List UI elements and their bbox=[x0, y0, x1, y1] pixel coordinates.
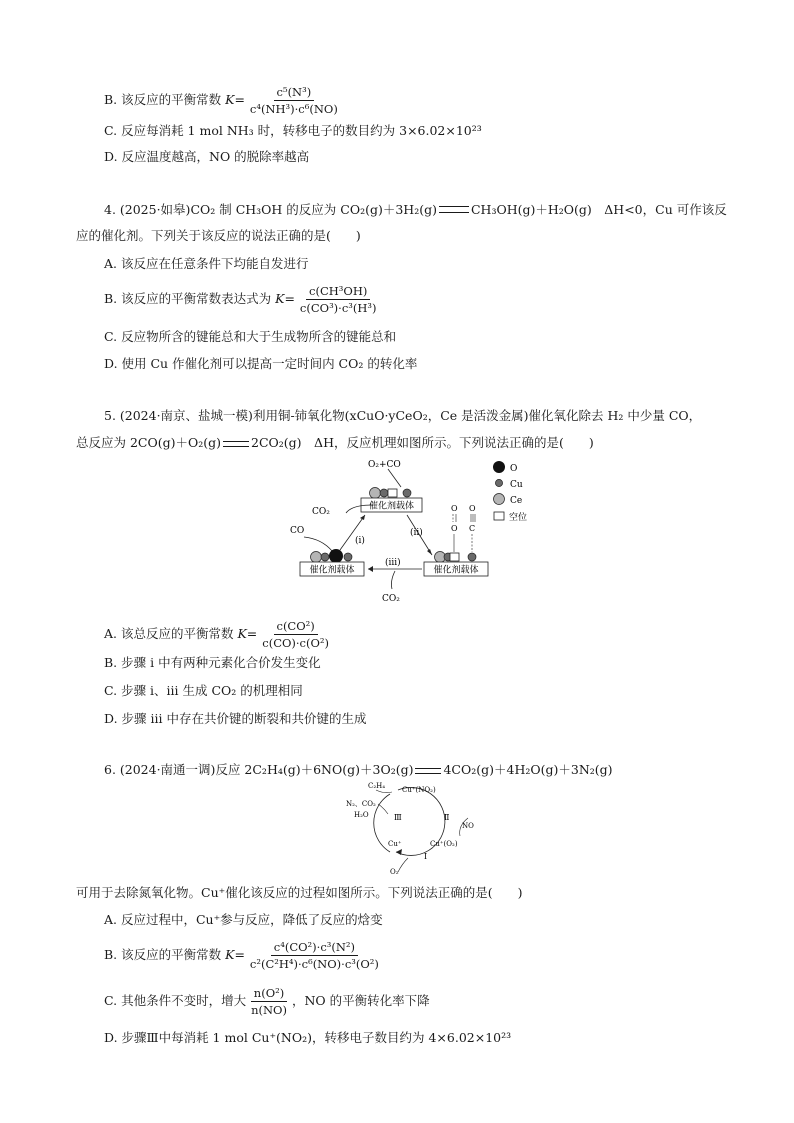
equals-arrow-icon bbox=[223, 441, 249, 447]
label-step-iii: (iii) bbox=[385, 558, 401, 568]
q5-stem-line2: 总反应为 2CO(g)＋O₂(g) 2CO₂(g) ΔH，反应机理如图所示。下列说法正确的是( ) bbox=[76, 435, 594, 450]
label-h2o: H₂O bbox=[354, 811, 369, 819]
q6-stem-line1: 6. (2024·南通一调)反应 2C₂H₄(g)＋6NO(g)＋3O₂(g) 4CO₂(g)＋4H₂O(g)＋3N₂(g) bbox=[104, 762, 613, 777]
label-co: CO bbox=[290, 526, 305, 536]
label-c-bound: C bbox=[469, 524, 476, 533]
legend-cu-label: Cu bbox=[510, 480, 523, 490]
label-no: NO bbox=[462, 822, 474, 830]
label-co2-top: CO₂ bbox=[312, 507, 330, 517]
label-o-top: O bbox=[469, 504, 476, 513]
carrier-label: 催化剂载体 bbox=[309, 565, 355, 576]
carrier-label: 催化剂载体 bbox=[368, 501, 415, 512]
label-step-1: Ⅰ bbox=[424, 852, 428, 861]
label-o2-co: O₂+CO bbox=[368, 460, 401, 470]
q4-stem-line2: 应的催化剂。下列关于该反应的说法正确的是( ) bbox=[76, 228, 361, 243]
legend-cu-icon bbox=[495, 479, 502, 486]
q6-option-a[interactable]: A. 反应过程中，Cu⁺参与反应，降低了反应的焓变 bbox=[104, 912, 383, 927]
label-o-top: O bbox=[451, 504, 458, 513]
label-step-ii: (ii) bbox=[410, 528, 423, 538]
q3-option-d[interactable]: D. 反应温度越高，NO 的脱除率越高 bbox=[104, 149, 310, 164]
q4-option-d[interactable]: D. 使用 Cu 作催化剂可以提高一定时间内 CO₂ 的转化率 bbox=[104, 356, 418, 371]
label-n2-co2: N₂、CO₂ bbox=[346, 800, 376, 808]
cu-atom bbox=[380, 489, 388, 497]
cu-atom bbox=[403, 489, 411, 497]
q3-option-c[interactable]: C. 反应每消耗 1 mol NH₃ 时，转移电子的数目约为 3×6.02×10²³ bbox=[104, 123, 482, 138]
q6-option-b[interactable]: B. 该反应的平衡常数 K= $\frac{\text{c⁴(CO²)·c³(N²)}}{\text{c²(C²H⁴)·c⁶(NO)·c³(O²)}}$ bbox=[104, 940, 384, 971]
q4-option-a[interactable]: A. 该反应在任意条件下均能自发进行 bbox=[104, 256, 309, 271]
label-cu-o2: Cu⁺(O₂) bbox=[430, 840, 458, 848]
ce-atom bbox=[311, 552, 322, 563]
carrier-label: 催化剂载体 bbox=[433, 565, 479, 576]
q5-option-c[interactable]: C. 步骤 i、iii 生成 CO₂ 的机理相同 bbox=[104, 683, 303, 698]
q6-catalytic-cycle-diagram bbox=[340, 780, 490, 878]
q4-option-c[interactable]: C. 反应物所含的键能总和大于生成物所含的键能总和 bbox=[104, 329, 397, 344]
label-step-i: (i) bbox=[355, 536, 365, 546]
vacancy-icon bbox=[388, 489, 397, 497]
label-o2: O₂ bbox=[390, 868, 399, 876]
arrow-o2co bbox=[388, 469, 401, 487]
cu-atom bbox=[321, 553, 329, 561]
q5-option-a-fraction: $\frac{\text{c(CO²)}}{\text{c(CO)·c(O²)}}$ bbox=[262, 619, 330, 650]
label-c2h4: C₂H₄ bbox=[368, 782, 386, 790]
q6-option-c-fraction: $\frac{\text{n(O²)}}{n(NO)}$ bbox=[251, 986, 287, 1017]
legend-vacancy-icon bbox=[494, 512, 504, 520]
q5-option-d[interactable]: D. 步骤 iii 中存在共价键的断裂和共价键的生成 bbox=[104, 711, 367, 726]
label-co2-bottom: CO₂ bbox=[382, 594, 400, 604]
legend-ce-icon bbox=[494, 494, 505, 505]
arrow-co-in bbox=[304, 537, 332, 551]
legend-o-icon bbox=[493, 461, 505, 473]
q5-mechanism-diagram bbox=[280, 455, 560, 605]
q5-option-b[interactable]: B. 步骤 i 中有两种元素化合价发生变化 bbox=[104, 655, 321, 670]
q4-option-b-fraction: $\frac{\text{c(CH³OH)}}{\text{c(CO³)·c³(H³)}}$ bbox=[299, 284, 377, 315]
q4-stem-line1: 4. (2025·如皋)CO₂ 制 CH₃OH 的反应为 CO₂(g)＋3H₂(g) CH₃OH(g)＋H₂O(g) ΔH<0，Cu 可作该反 bbox=[104, 202, 727, 217]
vacancy-icon bbox=[450, 553, 459, 561]
legend-o-label: O bbox=[510, 464, 518, 474]
q5-stem-line1: 5. (2024·南京、盐城一模)利用铜-铈氧化物(xCuO·yCeO₂，Ce 是活泼金属)催化氧化除去 H₂ 中少量 CO， bbox=[104, 408, 702, 423]
label-cu-no2: Cu⁺(NO₂) bbox=[402, 786, 436, 794]
label-step-2: Ⅱ bbox=[444, 813, 450, 822]
cu-atom bbox=[468, 553, 476, 561]
q6-option-b-fraction: $\frac{\text{c⁴(CO²)·c³(N²)}}{\text{c²(C²H⁴)·c⁶(NO)·c³(O²)}}$ bbox=[249, 940, 379, 971]
reversible-arrow-icon bbox=[439, 206, 469, 213]
q5-option-a[interactable]: A. 该总反应的平衡常数 K= $\frac{\text{c(CO²)}}{\text{c(CO)·c(O²)}}$ bbox=[104, 619, 334, 650]
equals-arrow-icon bbox=[415, 768, 441, 774]
label-cu: Cu⁺ bbox=[388, 840, 402, 848]
cu-atom bbox=[344, 553, 352, 561]
q4-option-b[interactable]: B. 该反应的平衡常数表达式为 K= $\frac{\text{c(CH³OH)}}{\text{c(CO³)·c³(H³)}}$ bbox=[104, 284, 382, 315]
o-atom bbox=[329, 549, 343, 563]
label-step-3: Ⅲ bbox=[394, 813, 402, 822]
q6-option-d[interactable]: D. 步骤Ⅲ中每消耗 1 mol Cu⁺(NO₂)，转移电子数目约为 4×6.02×10²³ bbox=[104, 1030, 512, 1045]
q3-option-b[interactable]: B. 该反应的平衡常数 K= $\frac{\text{c⁵(N³)}}{\text{c⁴(NH³)·c⁶(NO)}}$ bbox=[104, 85, 343, 116]
q3-option-b-fraction: $\frac{\text{c⁵(N³)}}{\text{c⁴(NH³)·c⁶(NO)}}$ bbox=[249, 85, 338, 116]
label-o-bound: O bbox=[451, 524, 458, 533]
legend-ce-label: Ce bbox=[510, 496, 523, 506]
q6-stem-line2: 可用于去除氮氧化物。Cu⁺催化该反应的过程如图所示。下列说法正确的是( ) bbox=[76, 885, 523, 900]
q6-option-c[interactable]: C. 其他条件不变时，增大 $\frac{\text{n(O²)}}{n(NO)}$ ，NO 的平衡转化率下降 bbox=[104, 986, 430, 1017]
legend-vacancy-label: 空位 bbox=[509, 513, 528, 523]
ce-atom bbox=[370, 488, 381, 499]
